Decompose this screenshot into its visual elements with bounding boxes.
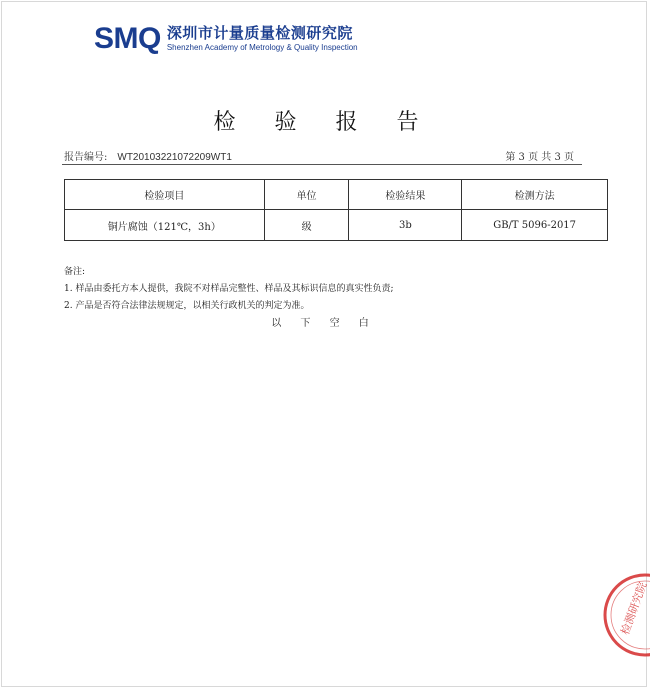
logo-text xyxy=(167,25,358,53)
header-result: 检验结果 xyxy=(349,180,462,210)
report-number xyxy=(64,148,232,163)
end-of-content-mark: 以 下 空 白 xyxy=(271,318,377,329)
report-page xyxy=(1,1,650,687)
report-title: 检 验 报 告 xyxy=(213,110,435,135)
seal-text: 检测研究院 xyxy=(618,580,650,637)
table-row xyxy=(65,210,608,241)
logo-mark: SMQ xyxy=(94,22,161,55)
report-number-label: 报告编号: xyxy=(64,152,108,163)
org-logo xyxy=(94,24,358,54)
cell-result: 3b xyxy=(349,210,462,241)
header-unit: 单位 xyxy=(264,180,349,210)
header-divider xyxy=(62,164,582,165)
cell-test-item: 铜片腐蚀（121℃，3h） xyxy=(65,210,265,241)
results-table xyxy=(64,179,608,241)
official-seal xyxy=(600,570,650,660)
note-item: 1. 样品由委托方本人提供，我院不对样品完整性、样品及其标识信息的真实性负责; xyxy=(64,284,394,294)
note-item: 2. 产品是否符合法律法规规定，以相关行政机关的判定为准。 xyxy=(64,301,310,311)
report-number-value: WT20103221072209WT1 xyxy=(117,152,232,163)
org-name-cn: 深圳市计量质量检测研究院 xyxy=(166,24,353,42)
notes-section xyxy=(64,264,393,315)
header-method: 检测方法 xyxy=(462,180,608,210)
cell-unit: 级 xyxy=(264,210,349,241)
org-name-en: Shenzhen Academy of Metrology & Quality Inspection xyxy=(166,43,358,52)
table-header-row xyxy=(65,180,608,210)
cell-method: GB/T 5096-2017 xyxy=(462,210,608,241)
header-test-item: 检验项目 xyxy=(65,180,265,210)
page-info: 第 3 页 共 3 页 xyxy=(505,152,574,163)
notes-heading: 备注: xyxy=(64,267,86,277)
